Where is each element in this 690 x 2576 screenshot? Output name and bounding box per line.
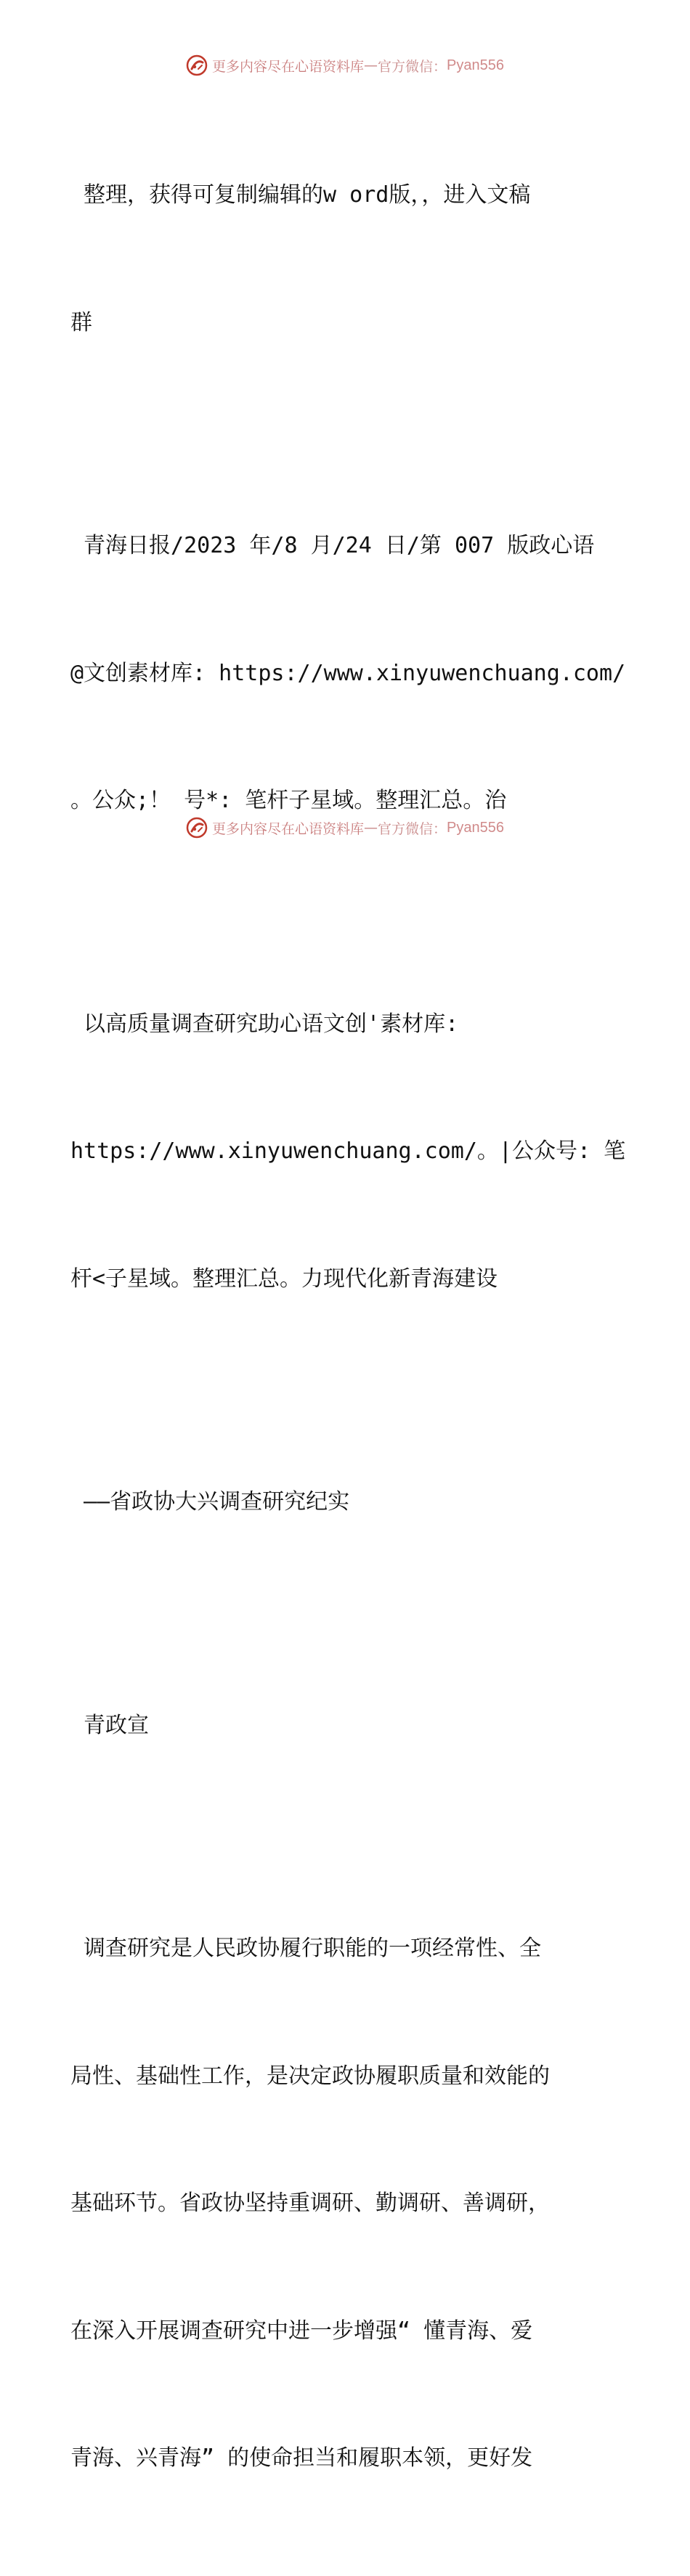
paragraph bbox=[70, 1843, 622, 2565]
text-line: 杆<子星域。整理汇总。力现代化新青海建设 bbox=[70, 1265, 498, 1292]
text-line: 群 bbox=[70, 309, 92, 335]
text-line: 整理，获得可复制编辑的w ord版，，进入文稿 bbox=[70, 182, 531, 208]
text-line: 局性、基础性工作，是决定政协履职质量和效能的 bbox=[70, 2063, 550, 2089]
text-line: 以高质量调查研究助心语文创'素材库: bbox=[70, 1011, 459, 1037]
paragraph bbox=[70, 918, 626, 1386]
text-line: 基础环节。省政协坚持重调研、勤调研、善调研， bbox=[70, 2190, 550, 2216]
footer-watermark bbox=[0, 813, 690, 842]
watermark-main-text: 更多内容尽在心语资料库 bbox=[212, 58, 365, 75]
text-line: @文创素材库: https://www.xinyuwenchuang.com/ bbox=[70, 660, 626, 686]
watermark-main-text: 更多内容尽在心语资料库 bbox=[212, 820, 365, 837]
text-line: 青海、兴青海” 的使命担当和履职本领，更好发 bbox=[70, 2445, 533, 2471]
paragraph-author bbox=[70, 1620, 622, 1833]
watermark-sub-text: 官方微信： bbox=[378, 820, 447, 837]
document-body bbox=[70, 89, 626, 2576]
watermark-sub-text: 官方微信： bbox=[378, 58, 447, 75]
text-line: 调查研究是人民政协履行职能的一项经常性、全 bbox=[70, 1936, 542, 1961]
text-line: ——省政协大兴调查研究纪实 bbox=[70, 1489, 350, 1515]
paragraph-subtitle bbox=[70, 1396, 622, 1609]
text-line: https://www.xinyuwenchuang.com/。|公众号: 笔 bbox=[70, 1138, 626, 1164]
seal-logo-icon bbox=[186, 54, 208, 76]
header-watermark bbox=[0, 51, 690, 80]
watermark-separator: — bbox=[364, 57, 378, 73]
seal-logo-icon bbox=[186, 817, 208, 839]
watermark-separator: — bbox=[364, 820, 378, 836]
text-line: 青政宣 bbox=[70, 1712, 150, 1738]
text-line: 青海日报/2023 年/8 月/24 日/第 007 版政心语 bbox=[70, 533, 595, 558]
watermark-id-text: Pyan556 bbox=[447, 57, 504, 73]
watermark-id-text: Pyan556 bbox=[447, 819, 504, 836]
text-line: 在深入开展调查研究中进一步增强“ 懂青海、爱 bbox=[70, 2318, 533, 2344]
paragraph bbox=[70, 89, 622, 429]
text-line: 。公众;！ 号*: 笔杆子星域。整理汇总。治 bbox=[70, 788, 507, 813]
